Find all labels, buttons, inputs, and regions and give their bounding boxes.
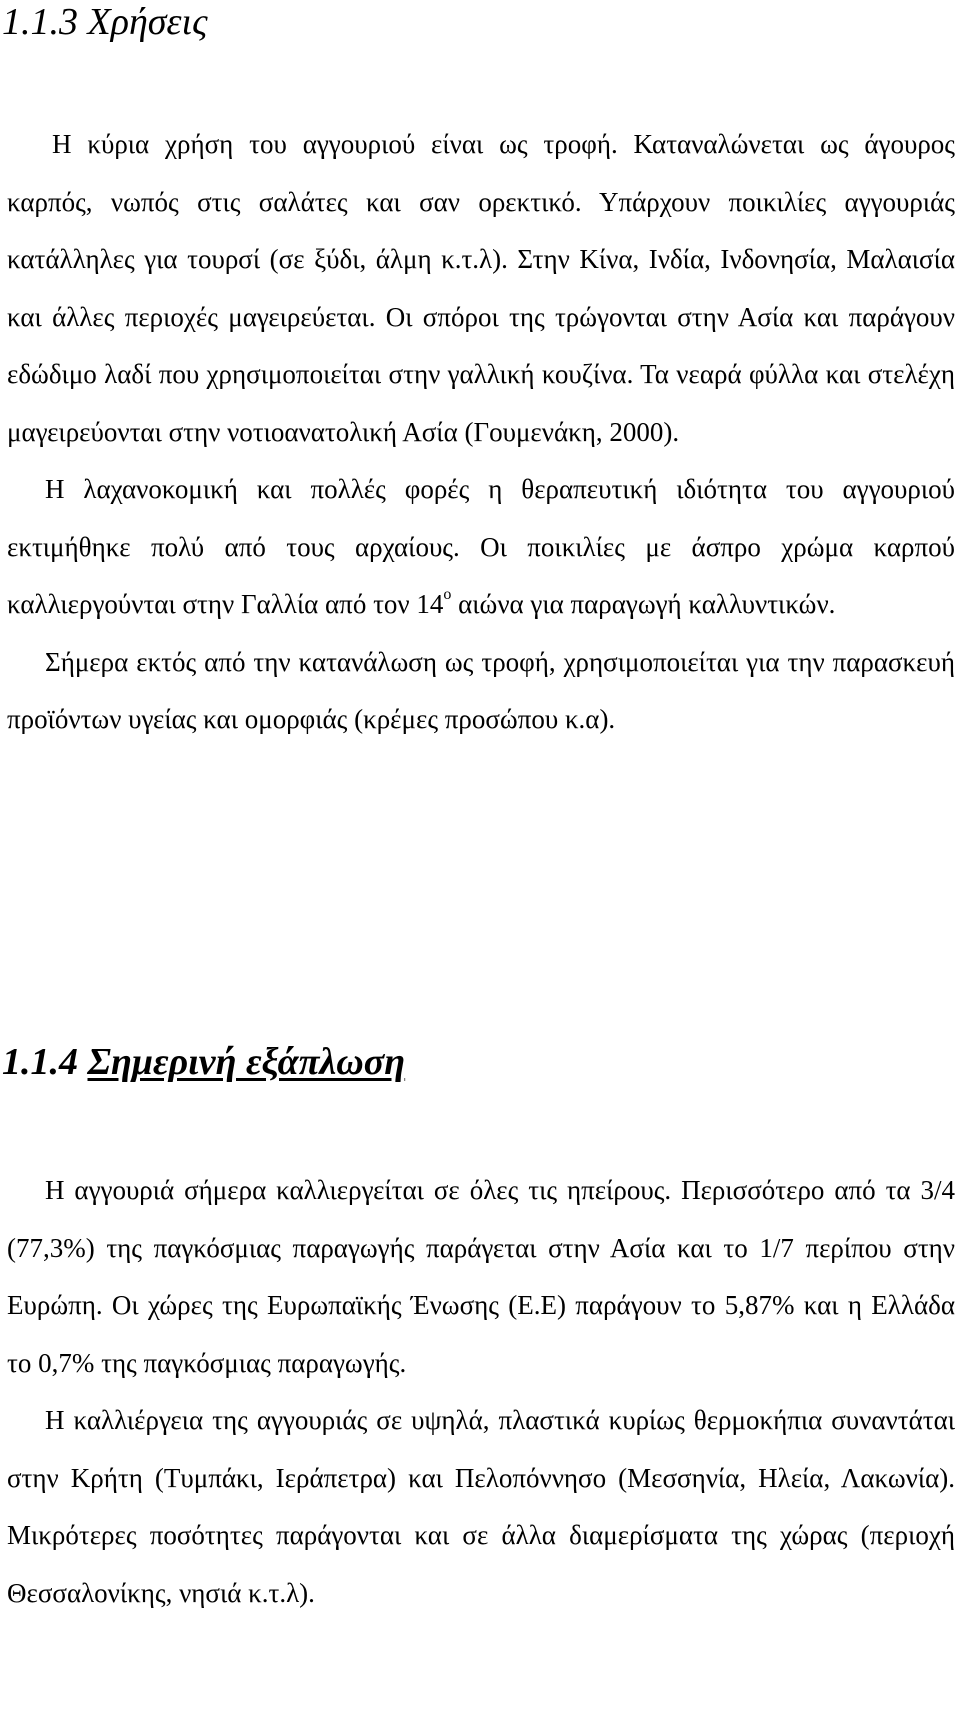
section-body-uses [7,116,955,749]
section-heading-spread [2,1042,405,1082]
paragraph-uses-2-text-end: αιώνα για παραγωγή καλλυντικών. [451,589,836,619]
paragraph-spread-2: Η καλλιέργεια της αγγουριάς σε υψηλά, πλαστικά κυρίως θερμοκήπια συναντάται στην Κρήτη (Τυμπάκι, Ιεράπετρα) και Πελοπόννησο (Μεσσηνία, Ηλεία, Λακωνία). Μικρότερες ποσότητες παράγονται και σε άλλα διαμερίσματα της χώρας (περιοχή Θεσσαλονίκης, νησιά κ.τ.λ). [7,1405,955,1608]
section-body-spread [7,1162,955,1622]
paragraph-uses-2 [7,461,955,634]
section-heading-spread-title: Σημερινή εξάπλωση [87,1041,406,1083]
section-heading-spread-number: 1.1.4 [2,1041,78,1083]
paragraph-uses-2-text: Η λαχανοκομική και πολλές φορές η θεραπευτική ιδιότητα του αγγουριού εκτιμήθηκε πολύ από τους αρχαίους. Οι ποικιλίες με άσπρο χρώμα καρπού καλλιεργούνται στην Γαλλία από τον 14 [7,474,955,619]
paragraph-uses-3: Σήμερα εκτός από την κατανάλωση ως τροφή, χρησιμοποιείται για την παρασκευή προϊόντων υγείας και ομορφιάς (κρέμες προσώπου κ.α). [7,646,955,734]
paragraph-uses-1: Η κύρια χρήση του αγγουριού είναι ως τροφή. Καταναλώνεται ως άγουρος καρπός, νωπός στις σαλάτες και σαν ορεκτικό. Υπάρχουν ποικιλίες αγγουριάς κατάλληλες για τουρσί (σε ξύδι, άλμη κ.τ.λ). Στην Κίνα, Ινδία, Ινδονησία, Μαλαισία και άλλες περιοχές μαγειρεύεται. Οι σπόροι της τρώγονται στην Ασία και παράγουν εδώδιμο λαδί που χρησιμοποιείται στην γαλλική κουζίνα. Τα νεαρά φύλλα και στελέχη μαγειρεύονται στην νοτιοανατολική Ασία (Γουμενάκη, 2000). [7,129,955,447]
ordinal-superscript: ο [443,586,452,603]
section-heading-uses: 1.1.3 Χρήσεις [2,1,208,43]
paragraph-spread-1: Η αγγουριά σήμερα καλλιεργείται σε όλες τις ηπείρους. Περισσότερο από τα 3/4 (77,3%) της παγκόσμιας παραγωγής παράγεται στην Ασία και το 1/7 περίπου στην Ευρώπη. Οι χώρες της Ευρωπαϊκής Ένωσης (Ε.Ε) παράγουν το 5,87% και η Ελλάδα το 0,7% της παγκόσμιας παραγωγής. [7,1175,955,1378]
